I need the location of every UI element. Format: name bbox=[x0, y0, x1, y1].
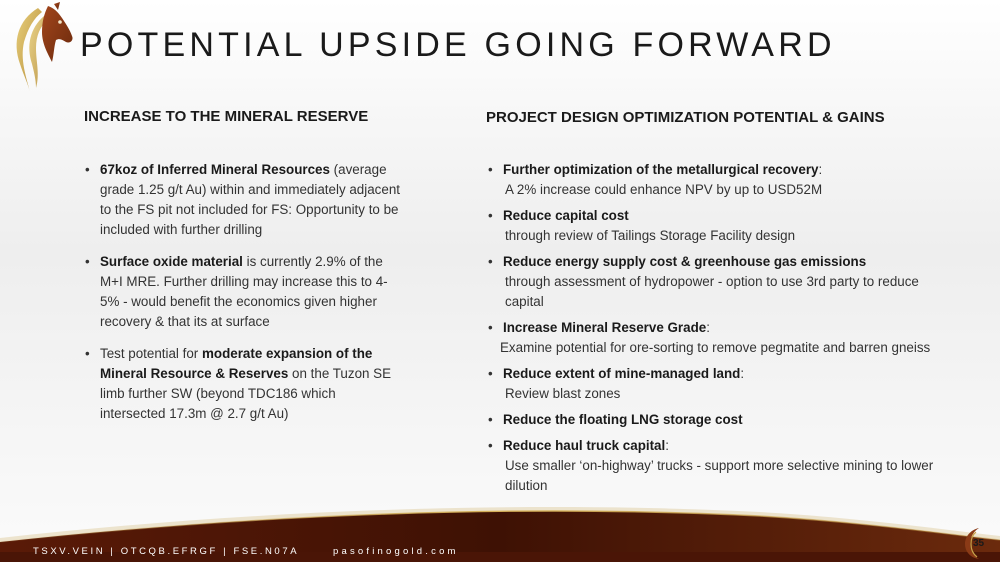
list-item bbox=[84, 344, 404, 424]
right-column-heading: PROJECT DESIGN OPTIMIZATION POTENTIAL & GAINS bbox=[486, 109, 885, 126]
item-description: through review of Tailings Storage Facility design bbox=[505, 228, 796, 243]
list-item bbox=[486, 160, 956, 200]
item-description: Examine potential for ore-sorting to remove pegmatite and barren gneiss bbox=[500, 340, 931, 355]
item-description: Review blast zones bbox=[505, 386, 621, 401]
item-title: Reduce capital cost bbox=[503, 208, 629, 223]
item-suffix: : bbox=[706, 320, 710, 335]
item-title: Reduce haul truck capital bbox=[503, 438, 666, 453]
item-title: Reduce the floating LNG storage cost bbox=[503, 412, 743, 427]
item-text: (average grade 1.25 g/t Au) within and immediately adjacent to the FS pit not included for FS: Opportunity to be included with further drilling bbox=[100, 162, 400, 237]
left-column-heading: INCREASE TO THE MINERAL RESERVE bbox=[84, 108, 369, 125]
item-description: A 2% increase could enhance NPV by up to USD52M bbox=[505, 182, 823, 197]
item-bold-text: moderate expansion of the Mineral Resource & Reserves bbox=[100, 346, 373, 381]
list-item bbox=[486, 364, 956, 404]
list-item bbox=[486, 206, 956, 246]
footer-tickers: TSXV.VEIN | OTCQB.EFRGF | FSE.N07A bbox=[33, 546, 300, 557]
item-title: Further optimization of the metallurgical recovery bbox=[503, 162, 819, 177]
item-title: Reduce extent of mine-managed land bbox=[503, 366, 741, 381]
list-item bbox=[486, 318, 956, 358]
item-bold-text: 67koz of Inferred Mineral Resources bbox=[100, 162, 330, 177]
item-text: on the Tuzon SE limb further SW (beyond TDC186 which intersected 17.3m @ 2.7 g/t Au) bbox=[100, 366, 392, 421]
list-item bbox=[84, 160, 404, 240]
list-item bbox=[486, 436, 956, 496]
list-item bbox=[486, 252, 956, 312]
item-description: through assessment of hydropower - option to use 3rd party to reduce capital bbox=[505, 274, 919, 309]
item-suffix: : bbox=[818, 162, 823, 177]
horse-head-logo bbox=[8, 2, 78, 94]
item-text: is currently 2.9% of the M+I MRE. Further drilling may increase this to 4-5% - would benefit the economics given higher recovery & that its at surface bbox=[100, 254, 388, 329]
mineral-reserve-list bbox=[84, 160, 404, 436]
item-text: Test potential for bbox=[100, 346, 202, 361]
page-title: POTENTIAL UPSIDE GOING FORWARD bbox=[80, 26, 836, 64]
design-optimization-list bbox=[486, 160, 956, 502]
item-title: Increase Mineral Reserve Grade bbox=[503, 320, 707, 335]
item-bold-text: Surface oxide material bbox=[100, 254, 243, 269]
item-suffix: : bbox=[740, 366, 745, 381]
footer-website[interactable]: pasofinogold.com bbox=[333, 546, 459, 557]
item-description: Use smaller ‘on-highway’ trucks - support more selective mining to lower dilution bbox=[505, 458, 934, 493]
list-item bbox=[84, 252, 404, 332]
page-number: 35 bbox=[973, 538, 985, 549]
list-item bbox=[486, 410, 956, 430]
item-suffix: : bbox=[665, 438, 669, 453]
item-title: Reduce energy supply cost & greenhouse gas emissions bbox=[503, 254, 867, 269]
